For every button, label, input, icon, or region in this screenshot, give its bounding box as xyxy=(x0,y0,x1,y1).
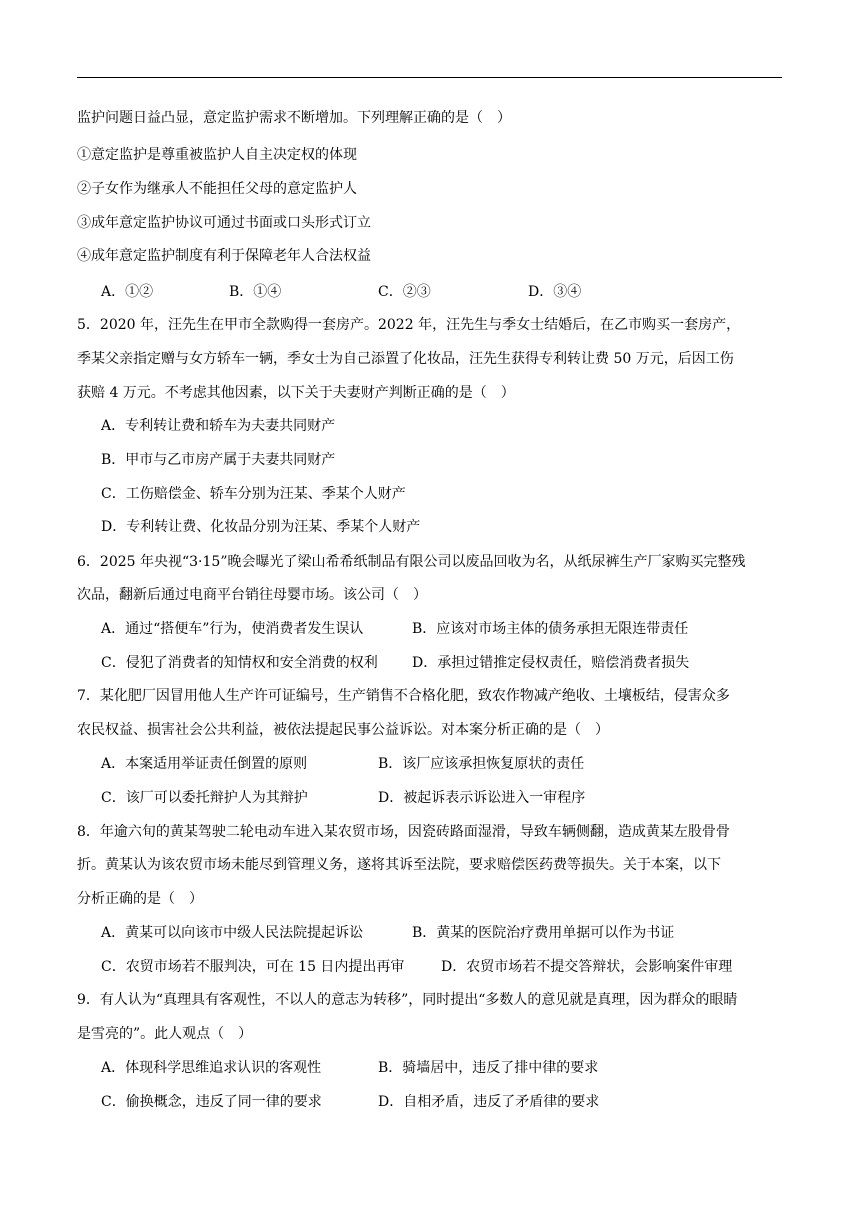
q8-option-c: C．农贸市场若不服判决，可在 15 日内提出再审 xyxy=(101,959,405,975)
q4-option-b: B．①④ xyxy=(229,284,282,300)
q9-stem-line-2: 是雪亮的”。此人观点（ ） xyxy=(77,1026,253,1042)
q8-option-d: D．农贸市场若不提交答辩状，会影响案件审理 xyxy=(441,959,733,975)
q8-stem-line-2: 折。黄某认为该农贸市场未能尽到管理义务，遂将其诉至法院，要求赔偿医药费等损失。关于本案，以下 xyxy=(77,857,721,873)
q4-stem-tail: 监护问题日益凸显，意定监护需求不断增加。下列理解正确的是（ ） xyxy=(77,110,511,126)
q7-stem-line-2: 农民权益、损害社会公共利益，被依法提起民事公益诉讼。对本案分析正确的是（ ） xyxy=(77,722,609,738)
q9-stem-line-1: 9．有人认为“真理具有客观性，不以人的意志为转移”，同时提出“多数人的意见就是真理，因为群众的眼睛 xyxy=(77,992,738,1008)
q5-option-a: A．专利转让费和轿车为夫妻共同财产 xyxy=(101,418,336,434)
q5-option-d: D．专利转让费、化妆品分别为汪某、季某个人财产 xyxy=(101,519,421,535)
q4-item-4: ④成年意定监护制度有利于保障老年人合法权益 xyxy=(77,248,371,264)
q5-stem-line-2: 季某父亲指定赠与女方轿车一辆，季女士为自己添置了化妆品，汪先生获得专利转让费 50 万元，后因工伤 xyxy=(77,351,734,367)
q4-item-1: ①意定监护是尊重被监护人自主决定权的体现 xyxy=(77,147,357,163)
q6-stem-line-1: 6．2025 年央视“3·15”晚会曝光了梁山希希纸制品有限公司以废品回收为名，从纸尿裤生产厂家购买完整残 xyxy=(77,554,746,570)
q8-option-a: A．黄某可以向该市中级人民法院提起诉讼 xyxy=(101,925,364,941)
q4-option-c: C．②③ xyxy=(378,284,431,300)
q5-stem-line-1: 5．2020 年，汪先生在甲市全款购得一套房产。2022 年，汪先生与季女士结婚后，在乙市购买一套房产， xyxy=(77,317,741,333)
q6-option-d: D．承担过错推定侵权责任，赔偿消费者损失 xyxy=(412,655,690,671)
q8-stem-line-1: 8．年逾六旬的黄某驾驶二轮电动车进入某农贸市场，因瓷砖路面湿滑，导致车辆侧翻，造成黄某左股骨骨 xyxy=(77,824,730,840)
q8-stem-line-3: 分析正确的是（ ） xyxy=(77,891,203,907)
q5-option-b: B．甲市与乙市房产属于夫妻共同财产 xyxy=(101,452,336,468)
q7-option-d: D．被起诉表示诉讼进入一审程序 xyxy=(378,790,586,806)
q9-option-d: D．自相矛盾，违反了矛盾律的要求 xyxy=(378,1094,600,1110)
q5-option-c: C．工伤赔偿金、轿车分别为汪某、季某个人财产 xyxy=(101,486,406,502)
q6-stem-line-2: 次品，翻新后通过电商平台销往母婴市场。该公司（ ） xyxy=(77,587,427,603)
q4-option-d: D．③④ xyxy=(528,284,582,300)
q6-option-c: C．侵犯了消费者的知情权和安全消费的权利 xyxy=(101,655,378,671)
header-rule xyxy=(77,77,782,78)
q6-option-a: A．通过“搭便车”行为，使消费者发生误认 xyxy=(101,621,364,637)
q7-option-b: B．该厂应该承担恢复原状的责任 xyxy=(378,756,585,772)
q8-option-b: B．黄某的医院治疗费用单据可以作为书证 xyxy=(412,925,675,941)
q9-option-a: A．体现科学思维追求认识的客观性 xyxy=(101,1060,322,1076)
q7-stem-line-1: 7．某化肥厂因冒用他人生产许可证编号，生产销售不合格化肥，致农作物减产绝收、土壤板结，侵害众多 xyxy=(77,688,730,704)
q7-option-c: C．该厂可以委托辩护人为其辩护 xyxy=(101,790,308,806)
q9-option-b: B．骑墙居中，违反了排中律的要求 xyxy=(378,1060,599,1076)
q9-option-c: C．偷换概念，违反了同一律的要求 xyxy=(101,1094,322,1110)
q4-item-2: ②子女作为继承人不能担任父母的意定监护人 xyxy=(77,181,357,197)
q6-option-b: B．应该对市场主体的债务承担无限连带责任 xyxy=(412,621,689,637)
q4-item-3: ③成年意定监护协议可通过书面或口头形式订立 xyxy=(77,215,371,231)
q4-option-a: A．①② xyxy=(101,284,154,300)
q5-stem-line-3: 获赔 4 万元。不考虑其他因素，以下关于夫妻财产判断正确的是（ ） xyxy=(77,385,515,401)
q7-option-a: A．本案适用举证责任倒置的原则 xyxy=(101,756,308,772)
